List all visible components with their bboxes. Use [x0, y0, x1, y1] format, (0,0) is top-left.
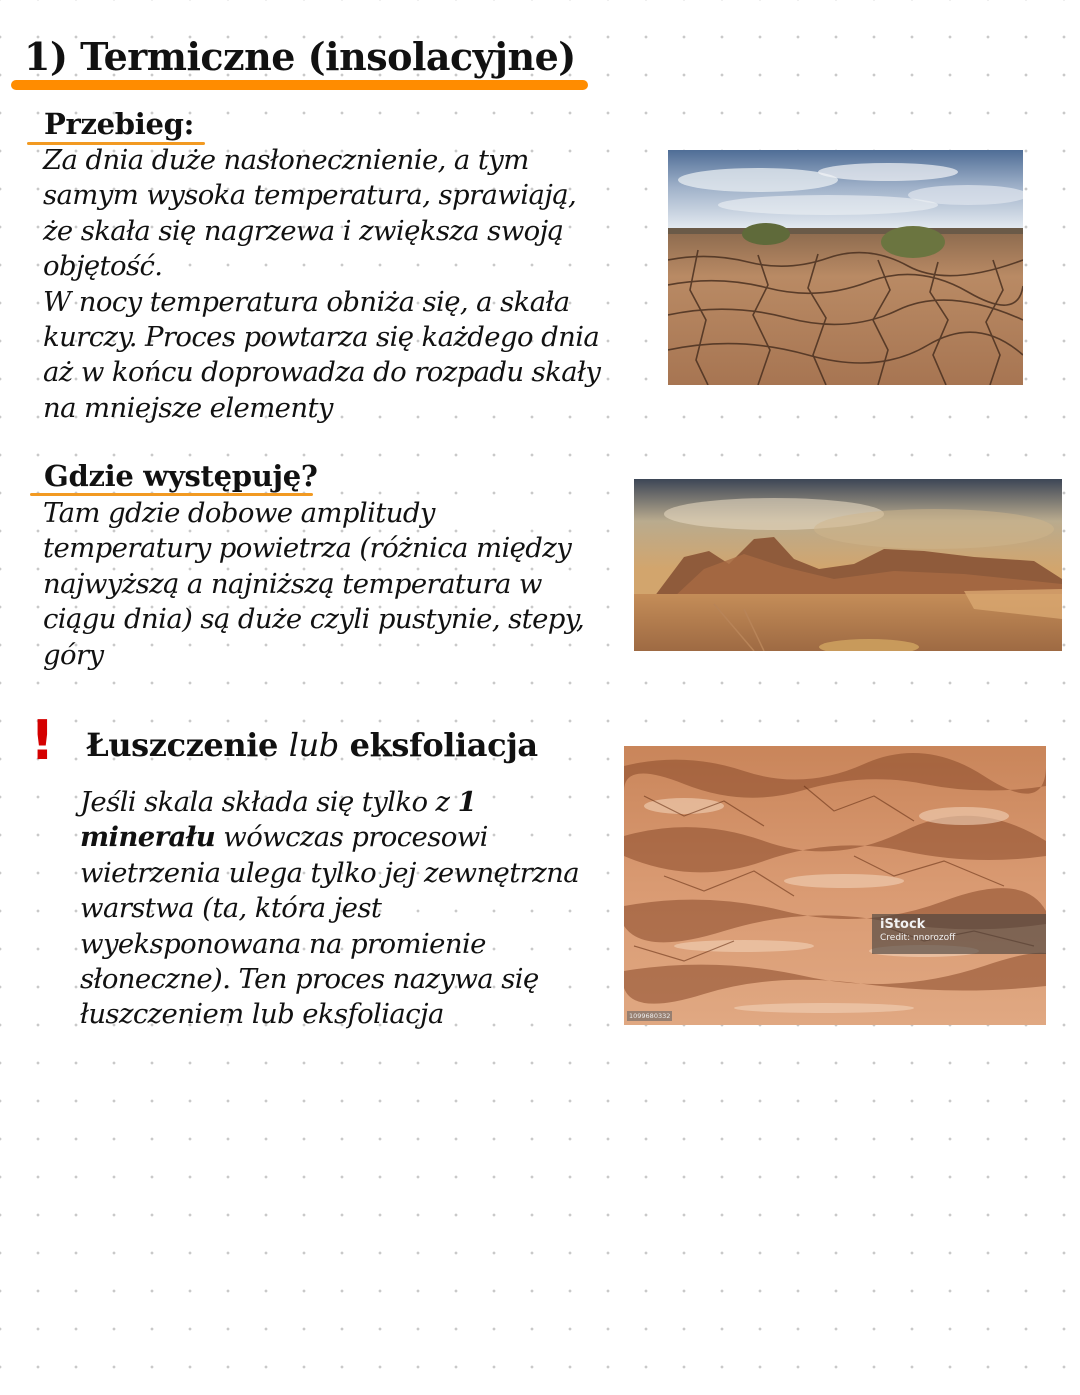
exclamation-alert-icon: !	[30, 709, 55, 772]
exfoliation-heading: Łuszczenie lub eksfoliacja	[86, 726, 538, 764]
where-description: Tam gdzie dobowe amplitudy temperatury powietrza (różnica między najwyższą a najniższą temperatura w ciągu dnia) są duże czyli pustynie, stepy, góry	[43, 497, 585, 671]
desert-rock-formations-image	[634, 479, 1062, 651]
where-heading: Gdzie występuję?	[44, 459, 318, 493]
flaking-rock-image	[624, 746, 1046, 1025]
istock-watermark: iStock Credit: nnorozoff	[872, 914, 1046, 954]
process-description: Za dnia duże nasłonecznienie, a tym samym wysoka temperatura, sprawiają, że skała się nagrzewa i zwiększa swoją objętość. W nocy temperatura obniża się, a skała kurczy. Proces powtarza się każdego dnia aż w końcu doprowadza do rozpadu skały na mniejsze elementy	[43, 144, 601, 424]
title-underline	[11, 80, 588, 90]
exfoliation-description: Jeśli skala składa się tylko z 1 minerału wówczas procesowi wietrzenia ulega tylko jej zewnętrzna warstwa (ta, która jest wyeksponowana na promienie słoneczne). Ten proces nazywa się łuszczeniem lub eksfoliacja	[80, 786, 580, 1031]
page-title: 1) Termiczne (insolacyjne)	[24, 34, 576, 79]
process-heading: Przebieg:	[44, 107, 195, 141]
image-id-label: 1099680332	[629, 1012, 671, 1020]
cracked-desert-ground-image	[668, 150, 1023, 385]
